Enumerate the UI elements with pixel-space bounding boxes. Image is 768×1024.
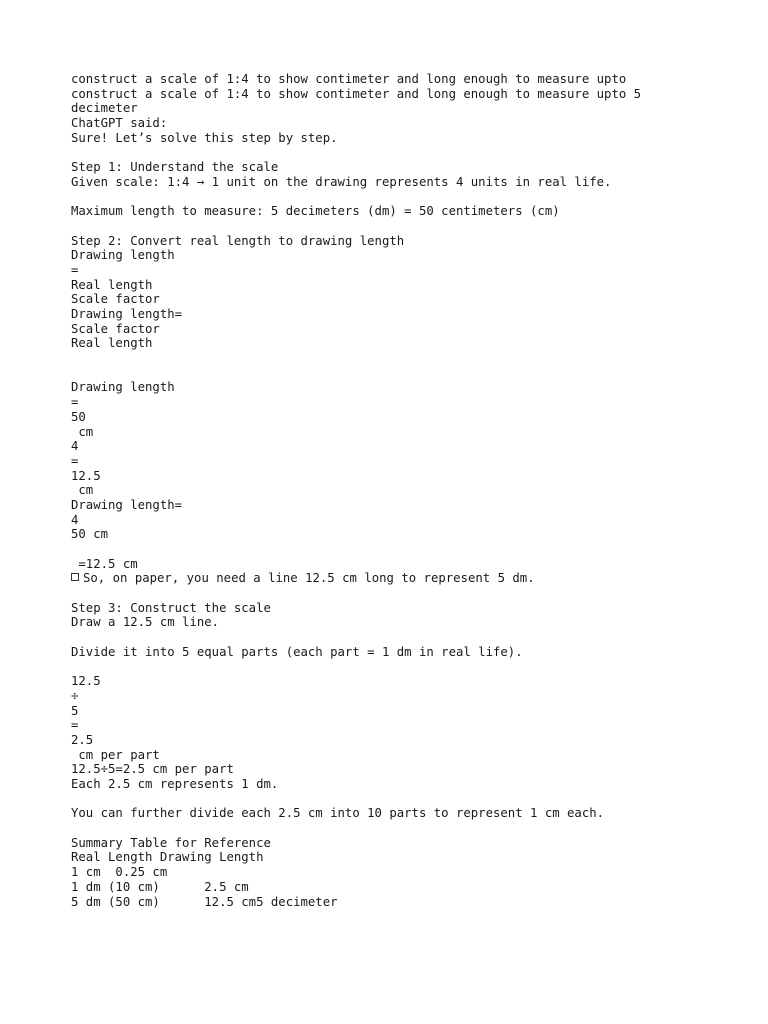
blank-line — [71, 351, 711, 366]
line-text: = — [71, 395, 79, 410]
text-line — [71, 101, 711, 116]
text-line — [71, 615, 711, 630]
line-text: construct a scale of 1:4 to show contimeter and long enough to measure upto — [71, 72, 627, 86]
line-text: cm per part — [71, 747, 160, 762]
text-line — [71, 880, 711, 895]
line-text: Step 2: Convert real length to drawing length — [71, 233, 405, 248]
line-text: 1 cm 0.25 cm — [71, 865, 168, 880]
text-line — [71, 689, 711, 704]
blank-line — [71, 366, 711, 381]
text-line — [71, 704, 711, 719]
line-text: 1 dm (10 cm) 2.5 cm — [71, 879, 249, 894]
line-text: Drawing length= — [71, 307, 183, 321]
line-text: Maximum length to measure: 5 decimeters (dm) = 50 centimeters (cm) — [71, 204, 560, 219]
line-text: Real length — [71, 277, 153, 292]
text-line — [71, 733, 711, 748]
text-line — [71, 380, 711, 395]
text-line — [71, 483, 711, 498]
text-line — [71, 806, 711, 821]
text-line — [71, 395, 711, 410]
line-text: construct a scale of 1:4 to show contimeter and long enough to measure upto 5 — [71, 86, 642, 101]
line-text: 50 cm — [71, 527, 109, 542]
blank-line — [71, 219, 711, 234]
line-text: 5 — [71, 703, 79, 718]
line-text: cm — [71, 483, 94, 498]
line-text: Given scale: 1:4 → 1 unit on the drawing represents 4 units in real life. — [71, 174, 612, 189]
text-line — [71, 895, 711, 910]
line-text: = — [71, 718, 79, 733]
text-line — [71, 160, 711, 175]
line-text: Real Length Drawing Length — [71, 850, 264, 865]
line-text: Drawing length — [71, 248, 175, 263]
text-line — [71, 278, 711, 293]
blank-line — [71, 542, 711, 557]
blank-line — [71, 190, 711, 205]
line-text: Real length — [71, 336, 153, 351]
blank-line — [71, 630, 711, 645]
text-line — [71, 307, 711, 322]
text-line — [71, 674, 711, 689]
text-line — [71, 557, 711, 572]
line-text: =12.5 cm — [71, 556, 138, 571]
checkbox-icon — [71, 573, 79, 581]
text-line — [71, 498, 711, 513]
text-line — [71, 175, 711, 190]
blank-line — [71, 792, 711, 807]
text-line — [71, 601, 711, 616]
text-line — [71, 248, 711, 263]
text-line — [71, 322, 711, 337]
line-text: Drawing length= — [71, 497, 183, 512]
text-line — [71, 87, 711, 102]
text-line — [71, 292, 711, 307]
text-line — [71, 204, 711, 219]
line-text: 4 — [71, 512, 79, 527]
text-line — [71, 527, 711, 542]
line-text: decimeter — [71, 101, 138, 116]
line-text: You can further divide each 2.5 cm into 10 parts to represent 1 cm each. — [71, 806, 605, 821]
line-text: 12.5 — [71, 468, 101, 483]
blank-line — [71, 821, 711, 836]
text-line — [71, 836, 711, 851]
line-text: 12.5 — [71, 674, 101, 689]
blank-line — [71, 145, 711, 160]
line-text: 50 — [71, 409, 86, 424]
line-text: 4 — [71, 439, 79, 454]
line-text: ChatGPT said: — [71, 116, 168, 131]
text-line — [71, 439, 711, 454]
line-text: = — [71, 262, 79, 277]
text-line — [71, 410, 711, 425]
text-line — [71, 116, 711, 131]
line-text: Drawing length — [71, 380, 175, 395]
line-text: So, on paper, you need a line 12.5 cm long to represent 5 dm. — [83, 571, 535, 586]
text-line — [71, 263, 711, 278]
blank-line — [71, 586, 711, 601]
line-text: Each 2.5 cm represents 1 dm. — [71, 777, 279, 791]
text-line — [71, 645, 711, 660]
document-body — [71, 72, 711, 909]
line-text: Summary Table for Reference — [71, 835, 271, 850]
line-text: 12.5÷5=2.5 cm per part — [71, 762, 234, 777]
text-line — [71, 571, 711, 586]
text-line — [71, 72, 711, 87]
text-line — [71, 762, 711, 777]
text-line — [71, 131, 711, 146]
text-line — [71, 513, 711, 528]
line-text: 2.5 — [71, 732, 94, 747]
line-text: Scale factor — [71, 292, 160, 307]
line-text: cm — [71, 424, 94, 439]
text-line — [71, 454, 711, 469]
text-line — [71, 748, 711, 763]
line-text: Draw a 12.5 cm line. — [71, 615, 220, 630]
text-line — [71, 865, 711, 880]
text-line — [71, 469, 711, 484]
line-text: Scale factor — [71, 321, 160, 336]
line-text: Divide it into 5 equal parts (each part = 1 dm in real life). — [71, 644, 523, 659]
text-line — [71, 234, 711, 249]
line-text: Step 1: Understand the scale — [71, 160, 279, 175]
line-text: ÷ — [71, 688, 79, 703]
line-text: 5 dm (50 cm) 12.5 cm5 decimeter — [71, 894, 338, 909]
text-line — [71, 336, 711, 351]
line-text: Step 3: Construct the scale — [71, 600, 271, 615]
line-text: Sure! Let’s solve this step by step. — [71, 130, 338, 145]
text-line — [71, 425, 711, 440]
text-line — [71, 850, 711, 865]
line-text: = — [71, 453, 79, 468]
blank-line — [71, 660, 711, 675]
text-line — [71, 718, 711, 733]
text-line — [71, 777, 711, 792]
